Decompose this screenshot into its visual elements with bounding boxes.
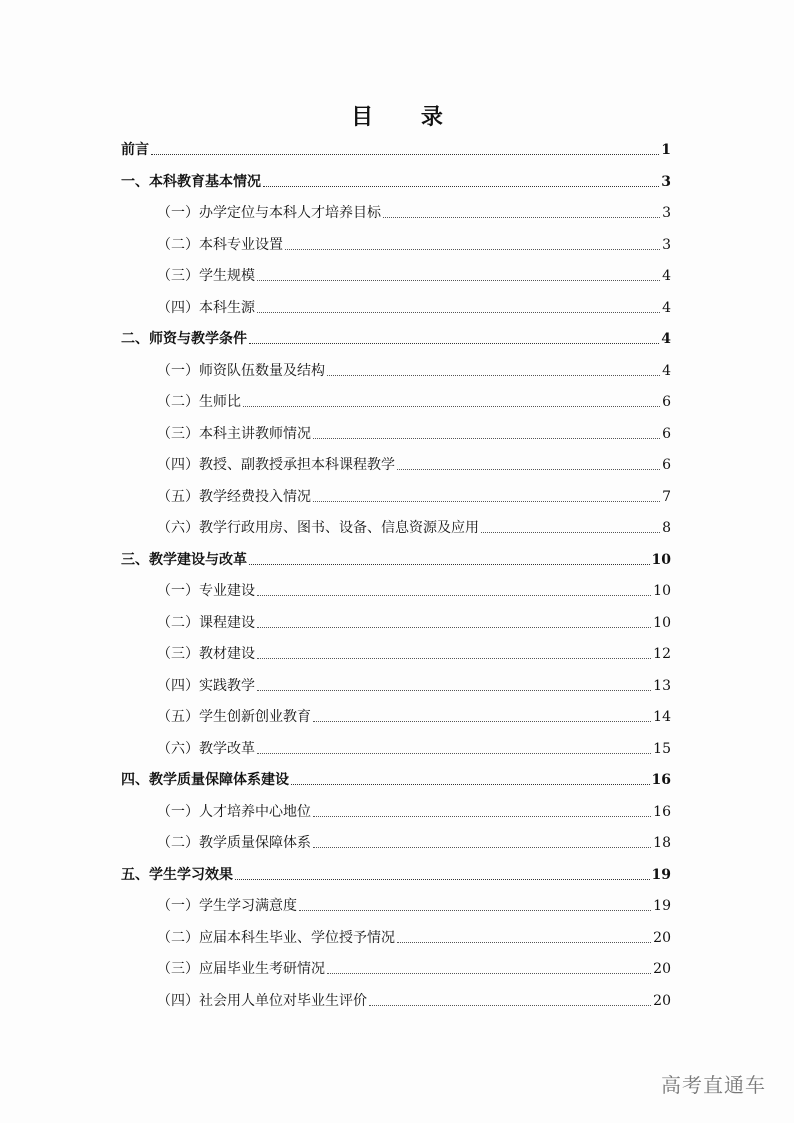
dot-leader [151, 153, 659, 155]
toc-entry-label: （二）应届本科生毕业、学位授予情况 [157, 929, 395, 946]
dot-leader [235, 878, 650, 880]
dot-leader [257, 626, 651, 628]
dot-leader [313, 846, 651, 848]
toc-subsection-entry[interactable] [121, 487, 671, 507]
toc-section-entry[interactable] [121, 550, 671, 570]
toc-entry-label: （三）教材建设 [157, 646, 255, 662]
toc-page-number: 8 [662, 520, 671, 536]
toc-subsection-entry[interactable] [121, 707, 671, 727]
dot-leader [285, 248, 660, 250]
toc-page-number: 18 [653, 835, 671, 851]
dot-leader [257, 689, 651, 691]
toc-page-number: 15 [653, 740, 671, 757]
toc-entry-label: 三、教学建设与改革 [121, 551, 247, 568]
toc-entry-label: （六）教学行政用房、图书、设备、信息资源及应用 [157, 520, 479, 536]
dot-leader [369, 1004, 651, 1006]
toc-page-number: 16 [651, 772, 671, 788]
dot-leader [299, 909, 651, 911]
dot-leader [257, 311, 660, 313]
toc-entry-label: （四）实践教学 [157, 677, 255, 694]
dot-leader [383, 216, 660, 218]
toc-page-number: 4 [662, 268, 671, 284]
toc-entry-label: 二、师资与教学条件 [121, 331, 247, 347]
dot-leader [397, 468, 660, 470]
toc-entry-label: （一）学生学习满意度 [157, 898, 297, 914]
toc-page-number: 10 [653, 614, 671, 631]
toc-subsection-entry[interactable] [121, 739, 671, 759]
toc-page-number: 16 [653, 803, 671, 820]
toc-subsection-entry[interactable] [121, 991, 671, 1011]
toc-entry-label: （五）教学经费投入情况 [157, 488, 311, 505]
toc-subsection-entry[interactable] [121, 518, 671, 538]
toc-subsection-entry[interactable] [121, 235, 671, 255]
dot-leader [257, 594, 651, 596]
toc-subsection-entry[interactable] [121, 802, 671, 822]
dot-leader [397, 941, 651, 943]
toc-page-number: 6 [662, 425, 671, 442]
dot-leader [313, 720, 651, 722]
toc-entry-label: （四）教授、副教授承担本科课程教学 [157, 457, 395, 473]
toc-page-number: 4 [662, 362, 671, 379]
toc-entry-label: （四）本科生源 [157, 299, 255, 316]
page-title: 目 录 [351, 104, 463, 130]
toc-page-number: 3 [662, 236, 671, 253]
toc-subsection-entry[interactable] [121, 392, 671, 412]
dot-leader [313, 815, 651, 817]
toc-entry-label: （三）应届毕业生考研情况 [157, 961, 325, 977]
dot-leader [249, 563, 650, 565]
dot-leader [481, 531, 660, 533]
toc-section-entry[interactable] [121, 770, 671, 790]
toc-page-number: 20 [653, 929, 671, 946]
toc-subsection-entry[interactable] [121, 833, 671, 853]
table-of-contents [121, 140, 671, 1022]
toc-subsection-entry[interactable] [121, 298, 671, 318]
toc-entry-label: （一）师资队伍数量及结构 [157, 362, 325, 379]
dot-leader [327, 374, 660, 376]
toc-subsection-entry[interactable] [121, 361, 671, 381]
toc-entry-label: （二）教学质量保障体系 [157, 835, 311, 851]
toc-entry-label: （三）学生规模 [157, 268, 255, 284]
toc-page-number: 1 [661, 142, 671, 158]
toc-subsection-entry[interactable] [121, 424, 671, 444]
toc-page-number: 20 [653, 992, 671, 1009]
toc-page-number: 13 [653, 677, 671, 694]
toc-subsection-entry[interactable] [121, 928, 671, 948]
toc-page-number: 19 [651, 866, 671, 883]
toc-page-number: 19 [653, 898, 671, 914]
toc-entry-label: （四）社会用人单位对毕业生评价 [157, 992, 367, 1009]
toc-page-number: 10 [651, 551, 671, 568]
watermark: 高考直通车 [661, 1073, 766, 1097]
toc-page-number: 10 [653, 583, 671, 599]
toc-page-number: 4 [662, 299, 671, 316]
toc-subsection-entry[interactable] [121, 455, 671, 475]
toc-section-entry[interactable] [121, 329, 671, 349]
toc-subsection-entry[interactable] [121, 203, 671, 223]
toc-entry-label: （二）本科专业设置 [157, 236, 283, 253]
toc-entry-label: 四、教学质量保障体系建设 [121, 772, 289, 788]
toc-page-number: 3 [661, 173, 671, 190]
toc-entry-label: （二）课程建设 [157, 614, 255, 631]
toc-section-entry[interactable] [121, 865, 671, 885]
toc-entry-label: （二）生师比 [157, 394, 241, 410]
toc-page-number: 20 [653, 961, 671, 977]
toc-entry-label: （一）办学定位与本科人才培养目标 [157, 205, 381, 221]
toc-entry-label: 一、本科教育基本情况 [121, 173, 261, 190]
toc-section-entry[interactable] [121, 140, 671, 160]
toc-entry-label: （三）本科主讲教师情况 [157, 425, 311, 442]
toc-subsection-entry[interactable] [121, 581, 671, 601]
toc-page-number: 6 [662, 394, 671, 410]
toc-subsection-entry[interactable] [121, 266, 671, 286]
toc-entry-label: 五、学生学习效果 [121, 866, 233, 883]
dot-leader [257, 752, 651, 754]
toc-subsection-entry[interactable] [121, 676, 671, 696]
toc-page-number: 12 [653, 646, 671, 662]
toc-page-number: 14 [653, 709, 671, 725]
toc-entry-label: （一）专业建设 [157, 583, 255, 599]
toc-page-number: 7 [662, 488, 671, 505]
toc-entry-label: （一）人才培养中心地位 [157, 803, 311, 820]
dot-leader [257, 657, 651, 659]
dot-leader [243, 405, 660, 407]
toc-subsection-entry[interactable] [121, 959, 671, 979]
dot-leader [257, 279, 660, 281]
dot-leader [313, 500, 660, 502]
toc-page-number: 6 [662, 457, 671, 473]
toc-page-number: 3 [662, 205, 671, 221]
dot-leader [327, 972, 651, 974]
toc-page-number: 4 [661, 331, 671, 347]
dot-leader [263, 185, 659, 187]
toc-entry-label: （五）学生创新创业教育 [157, 709, 311, 725]
dot-leader [249, 342, 659, 344]
toc-entry-label: 前言 [121, 142, 149, 158]
toc-subsection-entry[interactable] [121, 613, 671, 633]
toc-section-entry[interactable] [121, 172, 671, 192]
dot-leader [313, 437, 660, 439]
toc-entry-label: （六）教学改革 [157, 740, 255, 757]
toc-subsection-entry[interactable] [121, 896, 671, 916]
dot-leader [291, 783, 650, 785]
toc-subsection-entry[interactable] [121, 644, 671, 664]
